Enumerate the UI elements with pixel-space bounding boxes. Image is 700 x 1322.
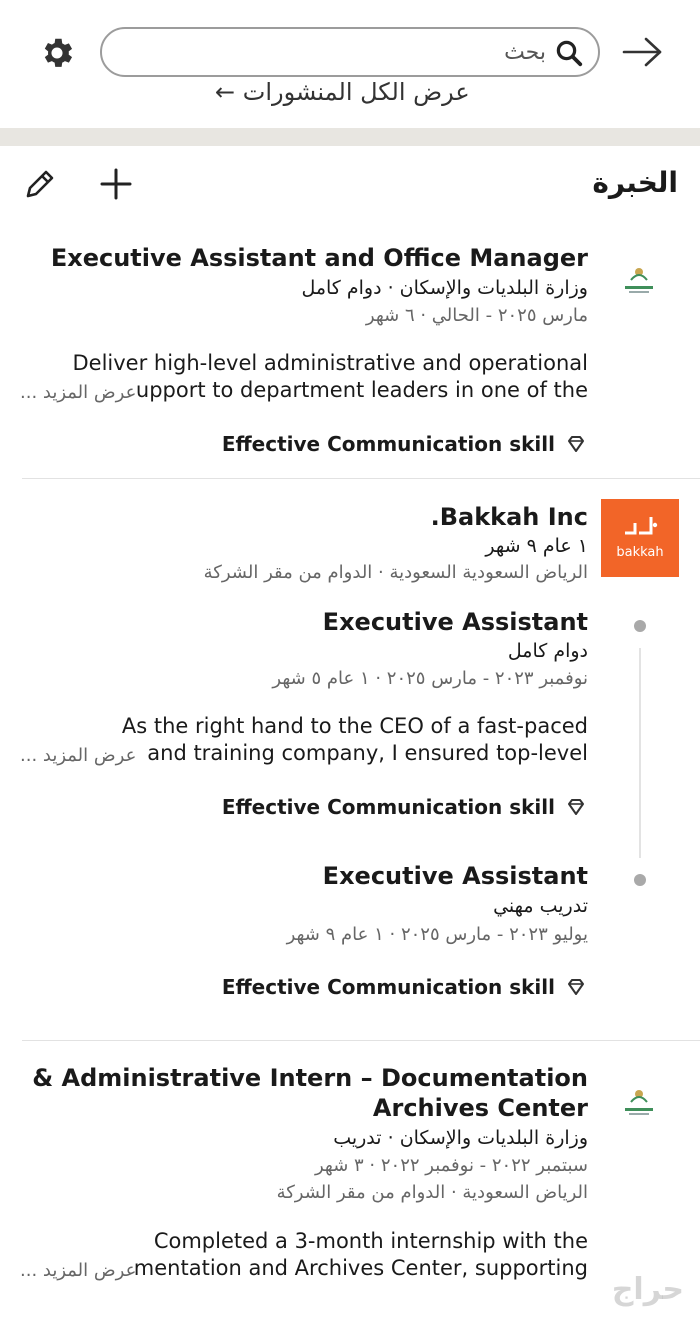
haraj-watermark: حراج (611, 1272, 684, 1307)
skill-label[interactable]: Effective Communication skill (221, 432, 555, 456)
experience-company: وزارة البلديات والإسكان · تدريب (333, 1127, 588, 1149)
diamond-icon (566, 797, 586, 817)
diamond-icon (566, 434, 586, 454)
arrow-right-icon[interactable] (620, 34, 664, 70)
ministry-logo[interactable] (617, 1080, 661, 1124)
divider (22, 478, 700, 479)
experience-description: mentation and Archives Center, supporting (133, 1256, 588, 1280)
see-more-link[interactable]: عرض المزيد ... (20, 745, 137, 766)
role-description: and training company, I ensured top-level (147, 741, 588, 765)
see-more-link[interactable]: عرض المزيد ... (20, 382, 137, 403)
top-bar (0, 0, 700, 90)
company-duration: ١ عام ٩ شهر (485, 535, 588, 557)
bakkah-logo-mark (621, 511, 661, 541)
role-dates: نوفمبر ٢٠٢٣ - مارس ٢٠٢٥ · ١ عام ٥ شهر (272, 668, 588, 689)
divider (22, 1040, 700, 1041)
experience-company: وزارة البلديات والإسكان · دوام كامل (301, 277, 588, 299)
bakkah-logo-text: bakkah (616, 545, 664, 560)
skill-label[interactable]: Effective Communication skill (221, 795, 555, 819)
search-placeholder: بحث (504, 40, 546, 65)
experience-location: الرياض السعودية · الدوام من مقر الشركة (276, 1182, 588, 1203)
gear-icon[interactable] (38, 34, 76, 72)
experience-description: upport to department leaders in one of the (135, 378, 588, 402)
search-input[interactable] (100, 27, 600, 77)
role-type: تدريب مهني (493, 895, 588, 917)
experience-title[interactable]: Administrative Intern – Documentation & (32, 1064, 588, 1092)
section-title: الخبرة (592, 166, 678, 199)
search-icon (554, 38, 584, 68)
timeline-dot (634, 874, 646, 886)
experience-description: Completed a 3-month internship with the (153, 1229, 588, 1253)
experience-dates: سبتمبر ٢٠٢٢ - نوفمبر ٢٠٢٢ · ٣ شهر (314, 1155, 588, 1176)
company-location: الرياض السعودية السعودية · الدوام من مقر الشركة (203, 562, 588, 583)
experience-title[interactable]: Executive Assistant and Office Manager (50, 244, 588, 272)
skill-label[interactable]: Effective Communication skill (221, 975, 555, 999)
role-description: As the right hand to the CEO of a fast-paced (121, 714, 588, 738)
pencil-icon[interactable] (22, 168, 56, 202)
role-dates: يوليو ٢٠٢٣ - مارس ٢٠٢٥ · ١ عام ٩ شهر (286, 924, 588, 945)
company-name[interactable]: Bakkah Inc. (430, 503, 588, 531)
timeline-line (639, 648, 641, 858)
timeline-dot (634, 620, 646, 632)
role-title[interactable]: Executive Assistant (322, 608, 588, 636)
diamond-icon (566, 977, 586, 997)
role-type: دوام كامل (507, 640, 588, 662)
section-divider (0, 128, 700, 146)
see-more-link[interactable]: عرض المزيد ... (20, 1260, 137, 1281)
show-all-posts-link[interactable]: عرض الكل المنشورات ← (215, 80, 470, 106)
experience-title[interactable]: Archives Center (372, 1094, 588, 1122)
experience-description: Deliver high-level administrative and operational (72, 351, 588, 375)
experience-dates: مارس ٢٠٢٥ - الحالي · ٦ شهر (365, 305, 588, 326)
role-title[interactable]: Executive Assistant (322, 862, 588, 890)
plus-icon[interactable] (98, 166, 134, 202)
ministry-logo[interactable] (617, 258, 661, 302)
bakkah-logo[interactable] (601, 499, 679, 577)
